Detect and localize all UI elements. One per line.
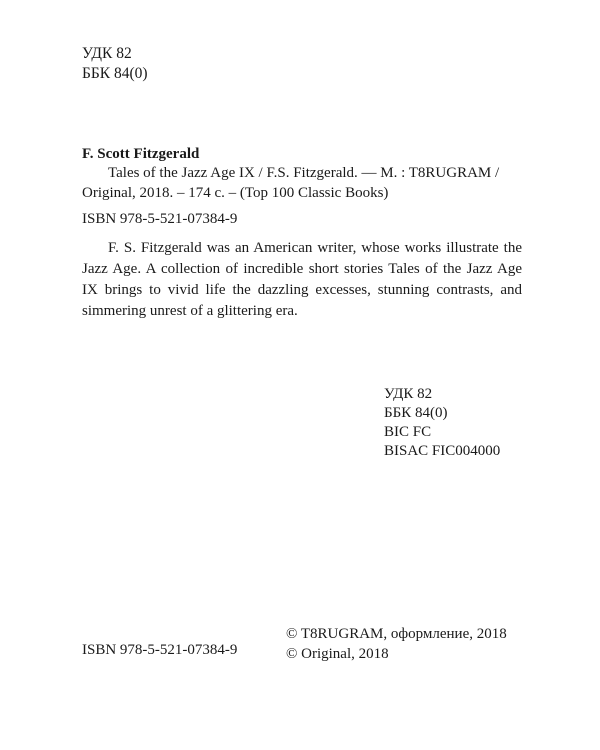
right-classification — [384, 385, 500, 461]
footer-isbn: ISBN 978-5-521-07384-9 — [82, 642, 238, 658]
udk-code-right: УДК 82 — [384, 386, 433, 402]
copyright-original: © Original, 2018 — [286, 646, 389, 662]
bbk-code-right: ББК 84(0) — [384, 405, 448, 421]
author-name: F. Scott Fitzgerald — [82, 146, 200, 162]
copyright-design: © T8RUGRAM, оформление, 2018 — [286, 626, 507, 642]
bbk-code: ББК 84(0) — [82, 65, 148, 82]
copyright-block — [286, 624, 507, 664]
bibliographic-description: Tales of the Jazz Age IX / F.S. Fitzgerald. — M. : T8RUGRAM / Original, 2018. – 174 c. – (Top 100 Classic Books) — [82, 165, 500, 201]
bic-code: BIC FC — [384, 424, 432, 440]
udk-code: УДК 82 — [82, 45, 132, 62]
isbn-record: ISBN 978-5-521-07384-9 — [82, 211, 238, 227]
annotation-paragraph: F. S. Fitzgerald was an American writer, whose works illustrate the Jazz Age. A collection of incredible short stories Tales of the Jazz Age IX brings to vivid life the dazzling excesses, stunning contrasts, and simmering unrest of a glittering era. — [82, 240, 522, 319]
bisac-code: BISAC FIC004000 — [384, 443, 501, 459]
top-classification — [82, 44, 148, 84]
